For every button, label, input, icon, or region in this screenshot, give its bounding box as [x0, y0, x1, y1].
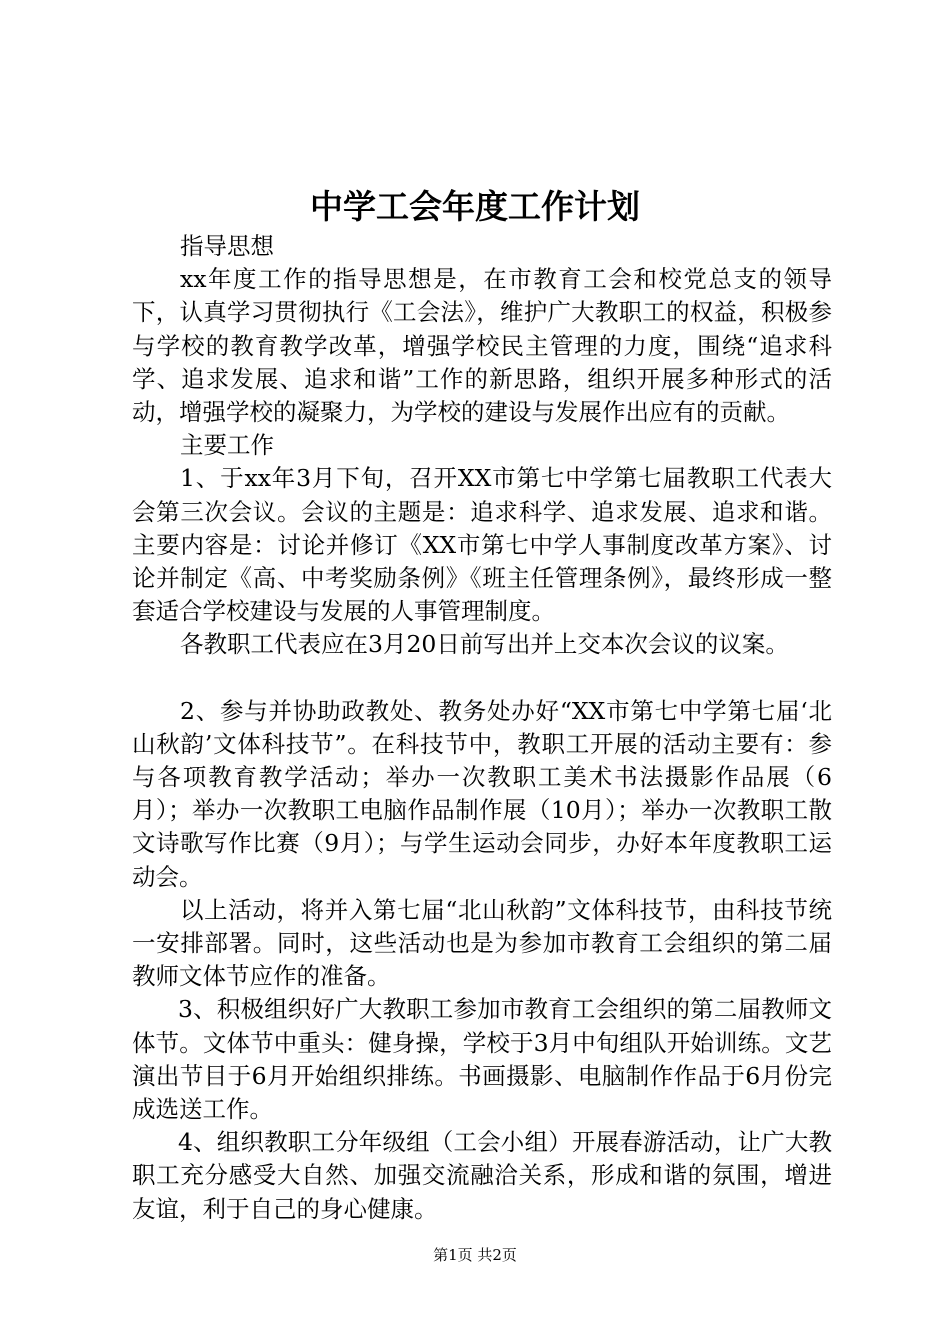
- paragraph-activities-note: 以上活动，将并入第七届“北山秋韵”文体科技节，由科技节统一安排部署。同时，这些活动也是为参加市教育工会组织的第二届教师文体节应作的准备。: [132, 895, 832, 991]
- paragraph-item-2: 2、参与并协助政教处、教务处办好“XX市第七中学第七届‘北山秋韵’文体科技节”。在科技节中，教职工开展的活动主要有：参与各项教育教学活动；举办一次教职工美术书法摄影作品展（6月）；举办一次教职工电脑作品制作展（10月）；举办一次教职工散文诗歌写作比赛（9月）；与学生运动会同步，办好本年度教职工运动会。: [132, 696, 832, 891]
- section-heading-guiding-thought: 指导思想: [180, 232, 274, 260]
- paragraph-guiding-thought: xx年度工作的指导思想是，在市教育工会和校党总支的领导下，认真学习贯彻执行《工会法》，维护广大教职工的权益，积极参与学校的教育教学改革，增强学校民主管理的力度，围绕“追求科学、追求发展、追求和谐”工作的新思路，组织开展多种形式的活动，增强学校的凝聚力，为学校的建设与发展作出应有的贡献。: [132, 265, 832, 427]
- paragraph-item-4: 4、组织教职工分年级组（工会小组）开展春游活动，让广大教职工充分感受大自然、加强交流融洽关系，形成和谐的氛围，增进友谊，利于自己的身心健康。: [132, 1128, 832, 1223]
- page-number-footer: 第1页 共2页: [433, 1246, 517, 1264]
- paragraph-item-1: 1、于xx年3月下旬，召开XX市第七中学第七届教职工代表大会第三次会议。会议的主题是：追求科学、追求发展、追求和谐。主要内容是：讨论并修订《XX市第七中学人事制度改革方案》、讨论并制定《高、中考奖励条例》《班主任管理条例》，最终形成一整套适合学校建设与发展的人事管理制度。: [132, 464, 832, 626]
- section-heading-main-work: 主要工作: [180, 431, 274, 460]
- paragraph-item-3: 3、积极组织好广大教职工参加市教育工会组织的第二届教师文体节。文体节中重头：健身操，学校于3月中旬组队开始训练。文艺演出节目于6月开始组织排练。书画摄影、电脑制作作品于6月份完成选送工作。: [132, 995, 832, 1124]
- document-title: 中学工会年度工作计划: [310, 187, 640, 226]
- document-body: [132, 230, 832, 1226]
- paragraph-proposal-note: 各教职工代表应在3月20日前写出并上交本次会议的议案。: [180, 630, 789, 659]
